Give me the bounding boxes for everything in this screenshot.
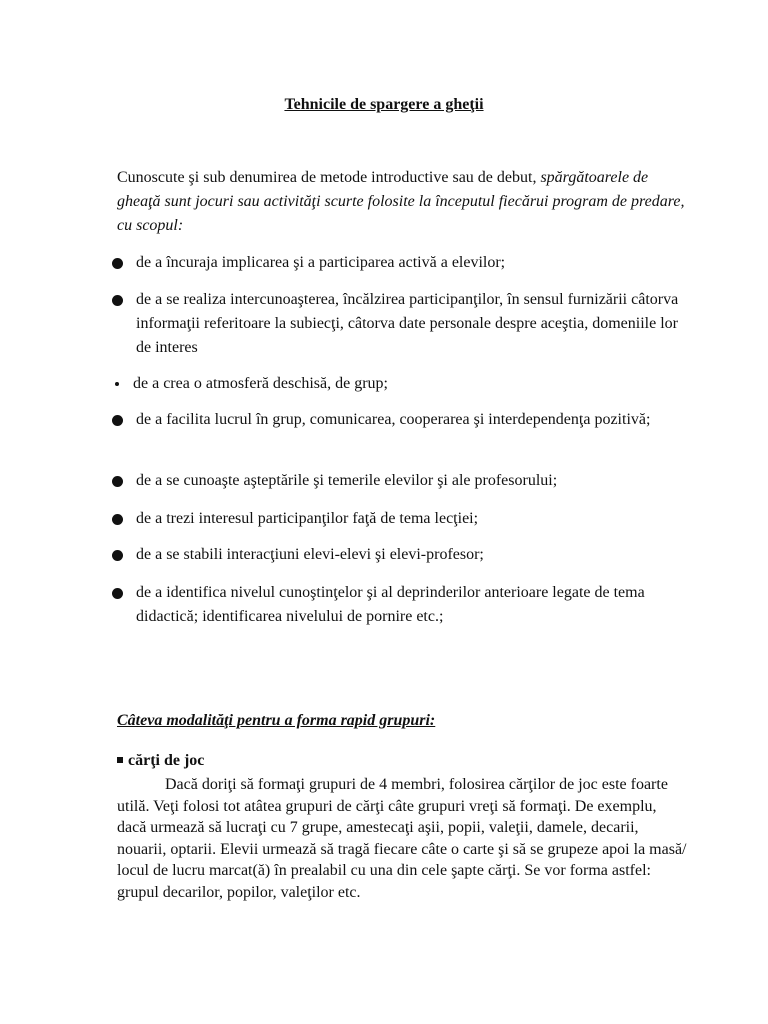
list-item-text: de a trezi interesul participanţilor faţă de tema lecţiei; <box>136 510 479 527</box>
bullet-icon <box>112 476 123 487</box>
list-item-text: de a se realiza intercunoaşterea, încălzirea participanţilor, în sensul furnizării câtorva informaţii referitoare la subiecţi, câtorva date personale despre aceştia, domeniile lor de interes <box>136 291 679 356</box>
bullet-icon <box>112 258 123 269</box>
intro-text: Cunoscute şi sub denumirea de metode introductive sau de debut, <box>117 169 541 186</box>
item-heading <box>117 752 204 770</box>
bullet-icon <box>112 295 123 306</box>
list-item-text: de a încuraja implicarea şi a participarea activă a elevilor; <box>136 254 506 271</box>
list-item-text: de a identifica nivelul cunoştinţelor şi al deprinderilor anterioare legate de tema didactică; identificarea nivelului de pornire etc.; <box>136 584 645 625</box>
bullet-icon <box>112 588 123 599</box>
intro-italic-text: spărgătoarele de gheaţă sunt jocuri sau activităţi scurte folosite la începutul fiecărui program de predare, cu scopul: <box>117 169 685 234</box>
bullet-icon <box>115 382 119 386</box>
list-item-text: de a se cunoaşte aşteptările şi temerile elevilor şi ale profesorului; <box>136 472 558 489</box>
bullet-icon <box>112 514 123 525</box>
body-paragraph: Dacă doriţi să formaţi grupuri de 4 membri, folosirea cărţilor de joc este foarte utilă. Veţi folosi tot atâtea grupuri de cărţi câte grupuri vreţi să formaţi. De exemplu, dacă urmează să lucraţi cu 7 grupe, amestecaţi aşii, popii, valeţii, damele, decarii, nouarii, optarii. Elevii urmează să tragă fiecare câte o carte şi să se grupeze apoi la masă/ locul de lucru marcat(ă) în prealabil cu una din cele şapte cărţi. Se vor forma astfel: grupul decarilor, popilor, valeţilor etc. <box>117 776 687 901</box>
list-item-text: de a crea o atmosferă deschisă, de grup; <box>133 375 388 392</box>
document-title: Tehnicile de spargere a gheţii <box>284 96 484 113</box>
bullet-icon <box>112 550 123 561</box>
item-title: cărţi de joc <box>128 752 205 769</box>
square-bullet-icon <box>117 757 123 763</box>
section-heading: Câteva modalităţi pentru a forma rapid grupuri: <box>117 712 436 729</box>
list-item-text: de a facilita lucrul în grup, comunicarea, cooperarea şi interdependenţa pozitivă; <box>136 411 651 428</box>
bullet-icon <box>112 415 123 426</box>
list-item-text: de a se stabili interacţiuni elevi-elevi şi elevi-profesor; <box>136 546 484 563</box>
